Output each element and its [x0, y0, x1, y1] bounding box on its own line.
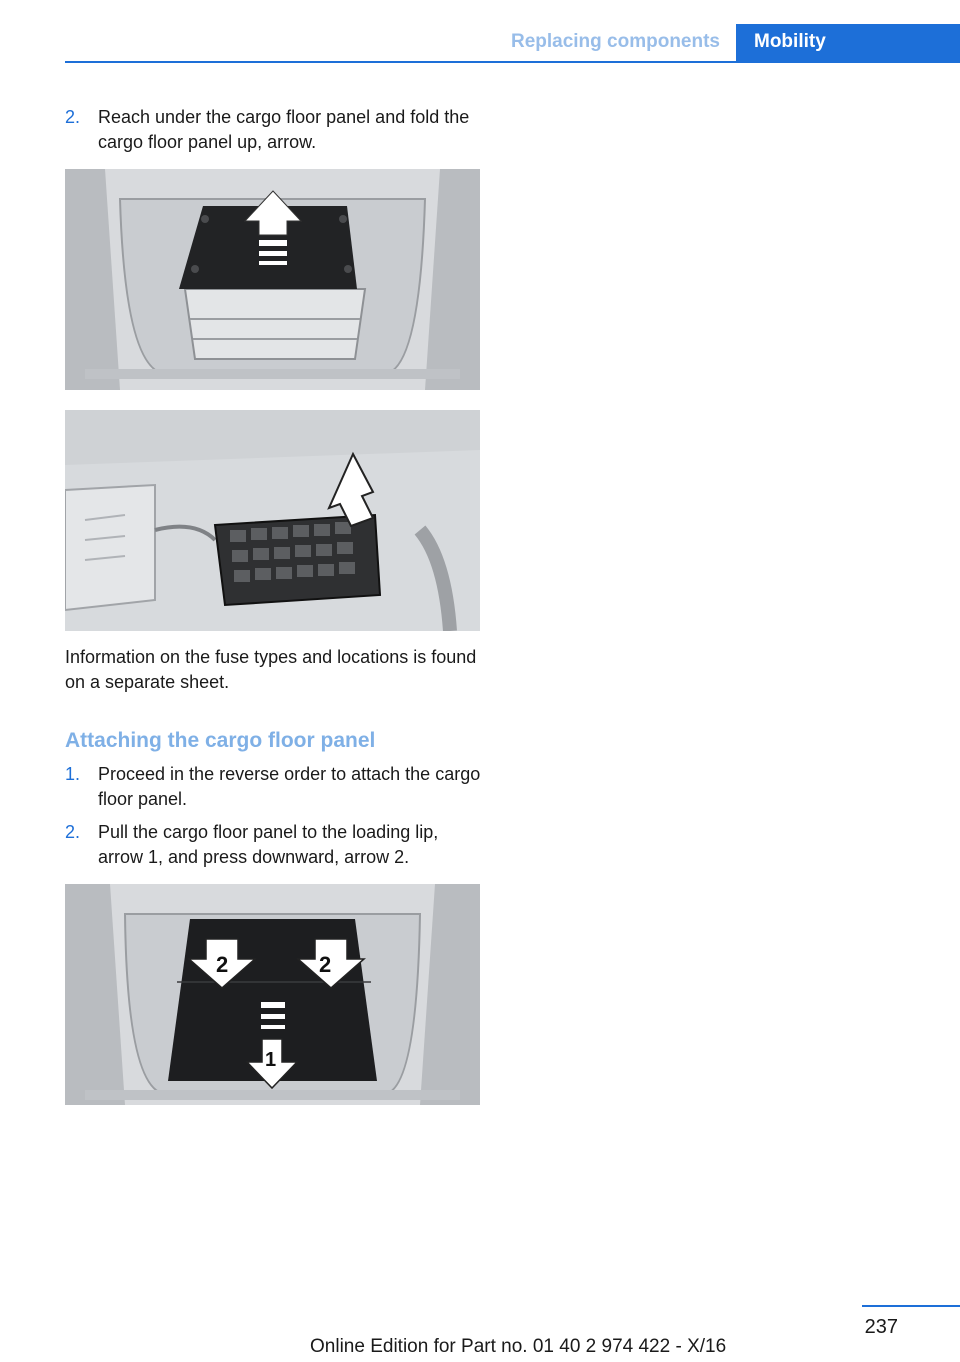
header-chapter-label: Mobility: [754, 31, 826, 52]
footer-rule: [862, 1305, 960, 1307]
header-chapter-tab: [736, 24, 960, 62]
step-number: 1.: [65, 764, 81, 784]
header-section-title: Replacing components: [510, 31, 720, 52]
arrow-label-2-left: 2: [216, 952, 229, 977]
section-subheading: Attaching the cargo floor panel: [65, 729, 376, 752]
arrow-label-1: 1: [265, 1049, 277, 1071]
cargo-floor-fold-figure: [65, 169, 480, 390]
step-item: [65, 762, 485, 812]
fuse-info-paragraph: Information on the fuse types and locations is found on a separate sheet.: [65, 647, 477, 692]
step-number: 2.: [65, 107, 81, 127]
edition-note: Online Edition for Part no. 01 40 2 974 422 - X/16: [310, 1336, 727, 1357]
step-text: Proceed in the reverse order to attach the cargo floor panel.: [98, 764, 481, 809]
step-item: [65, 820, 485, 870]
arrow-label-2-right: 2: [319, 952, 332, 977]
step-text: Reach under the cargo floor panel and fold the cargo floor panel up, arrow.: [98, 107, 470, 152]
page-header: [0, 24, 960, 62]
fuse-box-figure: [65, 410, 480, 631]
step-number: 2.: [65, 822, 81, 842]
cargo-floor-attach-figure: [65, 884, 480, 1105]
header-rule: [65, 61, 960, 63]
step-item: [65, 105, 485, 155]
page-number: 237: [864, 1316, 898, 1338]
step-text: Pull the cargo floor panel to the loading lip, arrow 1, and press downward, arrow 2.: [98, 822, 439, 867]
